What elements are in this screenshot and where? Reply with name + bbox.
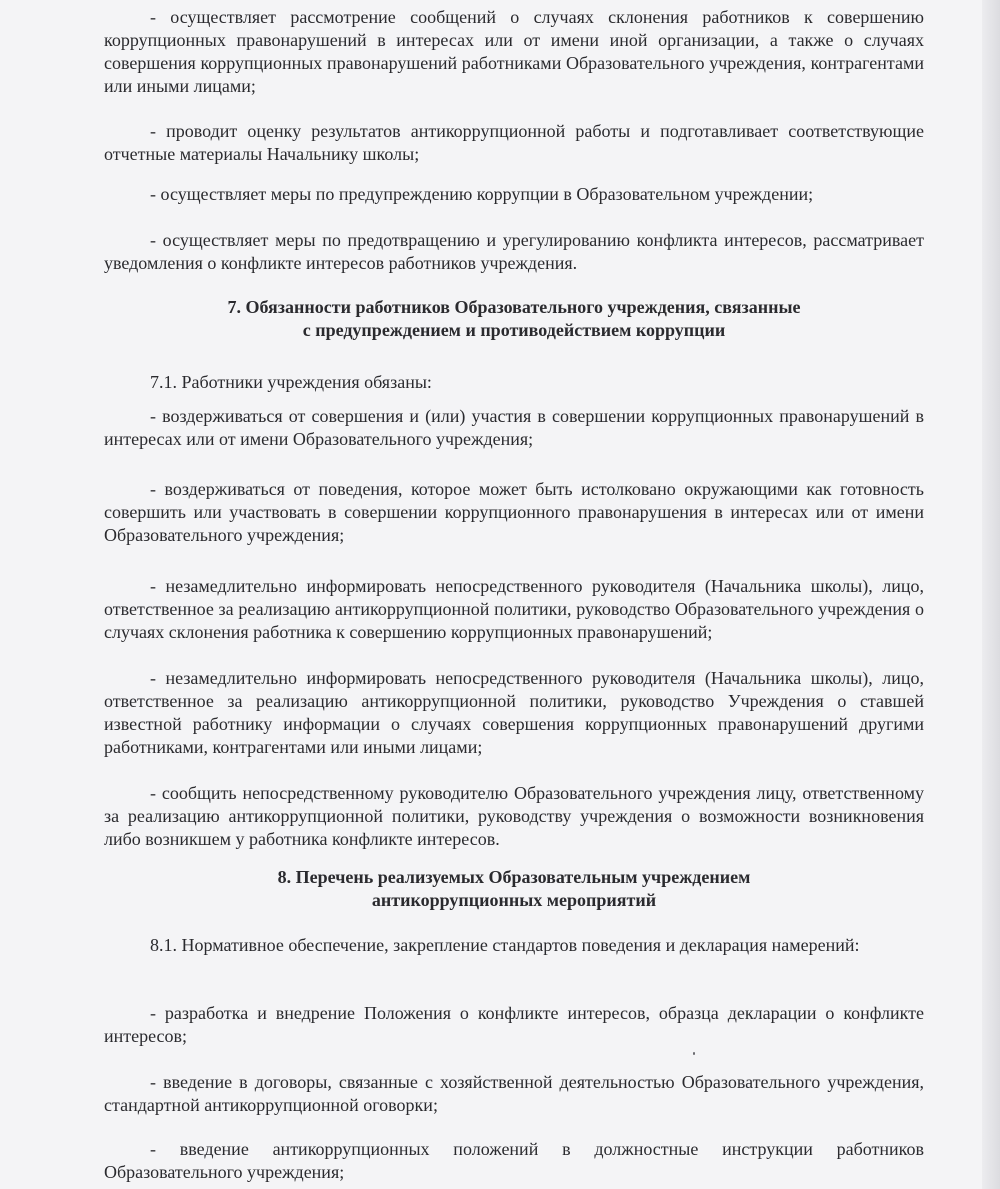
- section-7-item-abstain: - воздерживаться от совершения и (или) участия в совершении коррупционных правонарушений в интересах или от имени Образовательного учреждения;: [104, 406, 924, 449]
- section-8-item-regulation: - разработка и внедрение Положения о конфликте интересов, образца декларации о конфликте интересов;: [104, 1003, 924, 1046]
- section-7-heading: [104, 296, 924, 342]
- section-7-intro: 7.1. Работники учреждения обязаны:: [150, 372, 432, 392]
- paragraph-evaluate-results: - проводит оценку результатов антикоррупционной работы и подготавливает соответствующие отчетные материалы Начальнику школы;: [104, 121, 924, 164]
- section-7-item-inform-violations: - незамедлительно информировать непосредственного руководителя (Начальника школы), лицо, ответственное за реализацию антикоррупционной политики, руководство Учреждения о ставшей известной работнику информации о случаях совершения коррупционных правонарушений другими работниками, контрагентами или иными лицами;: [104, 668, 924, 757]
- scan-speck: [693, 1052, 695, 1055]
- paragraph-consider-reports: - осуществляет рассмотрение сообщений о случаях склонения работников к совершению коррупционных правонарушений в интересах или от имени иной организации, а также о случаях совершения коррупционных правонарушений работниками Образовательного учреждения, контрагентами или иными лицами;: [104, 7, 924, 96]
- section-7-heading-line-1: 7. Обязанности работников Образовательного учреждения, связанные: [227, 297, 801, 317]
- section-8-intro: 8.1. Нормативное обеспечение, закрепление стандартов поведения и декларация намерений:: [150, 935, 860, 955]
- section-8-heading-line-2: антикоррупционных мероприятий: [371, 890, 657, 910]
- section-8-heading: [104, 866, 924, 912]
- paragraph-conflict-measures: - осуществляет меры по предотвращению и урегулированию конфликта интересов, рассматривает уведомления о конфликте интересов работников учреждения.: [104, 230, 924, 273]
- section-7-item-inform-inducement: - незамедлительно информировать непосредственного руководителя (Начальника школы), лицо, ответственное за реализацию антикоррупционной политики, руководство Образовательного учреждения о случаях склонения работника к совершению коррупционных правонарушений;: [104, 576, 924, 642]
- section-8-heading-line-1: 8. Перечень реализуемых Образовательным учреждением: [277, 867, 751, 887]
- paragraph-prevention-measures: - осуществляет меры по предупреждению коррупции в Образовательном учреждении;: [150, 184, 814, 204]
- section-7-heading-line-2: с предупреждением и противодействием коррупции: [302, 320, 726, 340]
- scan-edge-shadow: [982, 0, 1000, 1189]
- section-7-item-behavior: - воздерживаться от поведения, которое может быть истолковано окружающими как готовность совершить или участвовать в совершении коррупционного правонарушения в интересах или от имени Образовательного учреждения;: [104, 479, 924, 545]
- section-8-item-contracts: - введение в договоры, связанные с хозяйственной деятельностью Образовательного учреждения, стандартной антикоррупционной оговорки;: [104, 1072, 924, 1115]
- section-8-item-job-descriptions: - введение антикоррупционных положений в должностные инструкции работников Образовательного учреждения;: [104, 1139, 924, 1182]
- section-7-item-report-conflict: - сообщить непосредственному руководителю Образовательного учреждения лицу, ответственному за реализацию антикоррупционной политики, руководству учреждения о возможности возникновения либо возникшем у работника конфликте интересов.: [104, 783, 924, 849]
